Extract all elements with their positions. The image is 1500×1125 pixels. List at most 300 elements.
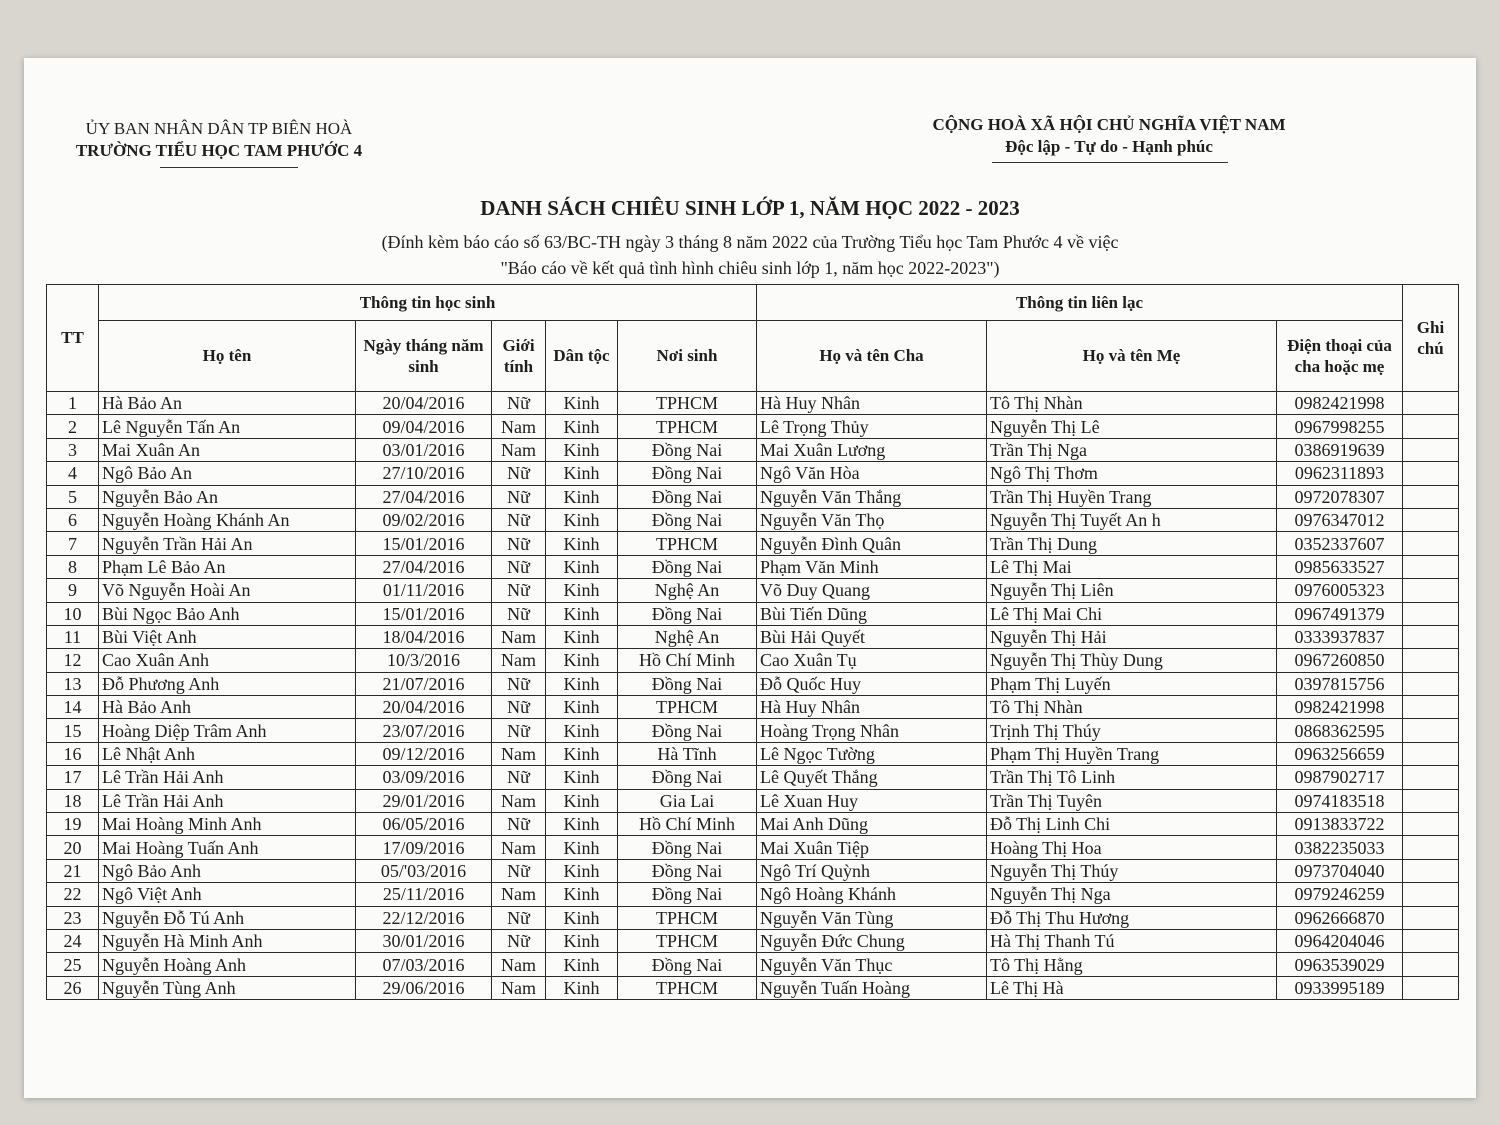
birthplace-cell: Đồng Nai — [618, 672, 757, 695]
birthplace-cell: TPHCM — [618, 532, 757, 555]
table-row — [47, 672, 1459, 695]
father-name-cell: Bùi Hải Quyết — [757, 625, 987, 648]
enrollment-table — [46, 284, 1459, 1000]
birthplace-cell: TPHCM — [618, 976, 757, 999]
birth-date-cell: 22/12/2016 — [356, 906, 492, 929]
birthplace-cell: TPHCM — [618, 906, 757, 929]
gender-cell: Nữ — [492, 906, 546, 929]
table-row — [47, 836, 1459, 859]
table-row — [47, 883, 1459, 906]
gender-cell: Nữ — [492, 766, 546, 789]
birthplace-cell: Hà Tĩnh — [618, 742, 757, 765]
birth-date-cell: 03/01/2016 — [356, 438, 492, 461]
table-body — [47, 392, 1459, 1000]
note-cell — [1403, 555, 1459, 578]
birthplace-cell: Hồ Chí Minh — [618, 813, 757, 836]
issuer-underline — [160, 167, 298, 168]
note-cell — [1403, 696, 1459, 719]
row-number-cell: 10 — [47, 602, 99, 625]
phone-number-cell: 0868362595 — [1277, 719, 1403, 742]
father-name-cell: Ngô Văn Hòa — [757, 462, 987, 485]
birth-date-cell: 17/09/2016 — [356, 836, 492, 859]
birthplace-cell: Đồng Nai — [618, 602, 757, 625]
birth-date-cell: 15/01/2016 — [356, 532, 492, 555]
ethnicity-cell: Kinh — [546, 532, 618, 555]
birthplace-cell: Đồng Nai — [618, 859, 757, 882]
birth-date-cell: 01/11/2016 — [356, 579, 492, 602]
note-cell — [1403, 906, 1459, 929]
student-name-cell: Lê Nhật Anh — [99, 742, 356, 765]
table-row — [47, 462, 1459, 485]
phone-number-cell: 0982421998 — [1277, 696, 1403, 719]
gender-cell: Nữ — [492, 555, 546, 578]
row-number-cell: 17 — [47, 766, 99, 789]
father-name-cell: Nguyễn Văn Tùng — [757, 906, 987, 929]
birthplace-cell: Đồng Nai — [618, 836, 757, 859]
row-number-cell: 12 — [47, 649, 99, 672]
row-number-cell: 21 — [47, 859, 99, 882]
ethnicity-cell: Kinh — [546, 953, 618, 976]
ethnicity-cell: Kinh — [546, 906, 618, 929]
student-name-cell: Ngô Bảo An — [99, 462, 356, 485]
mother-name-cell: Nguyễn Thị Liên — [987, 579, 1277, 602]
student-name-cell: Mai Hoàng Minh Anh — [99, 813, 356, 836]
student-name-cell: Cao Xuân Anh — [99, 649, 356, 672]
birthplace-cell: TPHCM — [618, 415, 757, 438]
row-number-cell: 3 — [47, 438, 99, 461]
document-subtitle-line2: "Báo cáo về kết quả tình hình chiêu sinh lớp 1, năm học 2022-2023") — [500, 258, 1000, 278]
student-name-cell: Ngô Bảo Anh — [99, 859, 356, 882]
father-name-cell: Nguyễn Văn Thắng — [757, 485, 987, 508]
table-row — [47, 508, 1459, 531]
birthplace-cell: Nghệ An — [618, 625, 757, 648]
ethnicity-cell: Kinh — [546, 462, 618, 485]
table-row — [47, 929, 1459, 952]
birth-date-cell: 30/01/2016 — [356, 929, 492, 952]
phone-number-cell: 0933995189 — [1277, 976, 1403, 999]
father-name-cell: Hoàng Trọng Nhân — [757, 719, 987, 742]
mother-name-cell: Nguyễn Thị Tuyết An h — [987, 508, 1277, 531]
table-row — [47, 602, 1459, 625]
note-cell — [1403, 789, 1459, 812]
ethnicity-cell: Kinh — [546, 392, 618, 415]
issuer-authority: ỦY BAN NHÂN DÂN TP BIÊN HOÀ — [85, 119, 353, 138]
birthplace-cell: Đồng Nai — [618, 719, 757, 742]
phone-number-cell: 0967491379 — [1277, 602, 1403, 625]
col-father-header: Họ và tên Cha — [757, 321, 987, 392]
row-number-cell: 25 — [47, 953, 99, 976]
table-row — [47, 625, 1459, 648]
document-page — [24, 58, 1476, 1098]
student-name-cell: Hà Bảo Anh — [99, 696, 356, 719]
student-name-cell: Đỗ Phương Anh — [99, 672, 356, 695]
col-ethnicity-header: Dân tộc — [546, 321, 618, 392]
table-row — [47, 696, 1459, 719]
birth-date-cell: 27/10/2016 — [356, 462, 492, 485]
birth-date-cell: 15/01/2016 — [356, 602, 492, 625]
document-title: DANH SÁCH CHIÊU SINH LỚP 1, NĂM HỌC 2022 - 2023 — [480, 196, 1020, 220]
phone-number-cell: 0967260850 — [1277, 649, 1403, 672]
phone-number-cell: 0962666870 — [1277, 906, 1403, 929]
gender-cell: Nam — [492, 836, 546, 859]
note-cell — [1403, 392, 1459, 415]
col-phone-header: Điện thoại của cha hoặc mẹ — [1277, 321, 1403, 392]
ethnicity-cell: Kinh — [546, 859, 618, 882]
issuer-header — [54, 118, 384, 162]
student-name-cell: Nguyễn Hoàng Khánh An — [99, 508, 356, 531]
ethnicity-cell: Kinh — [546, 696, 618, 719]
gender-cell: Nam — [492, 649, 546, 672]
father-name-cell: Mai Xuân Lương — [757, 438, 987, 461]
birthplace-cell: TPHCM — [618, 392, 757, 415]
note-cell — [1403, 929, 1459, 952]
phone-number-cell: 0979246259 — [1277, 883, 1403, 906]
student-name-cell: Bùi Việt Anh — [99, 625, 356, 648]
birthplace-cell: Đồng Nai — [618, 462, 757, 485]
phone-number-cell: 0963256659 — [1277, 742, 1403, 765]
note-cell — [1403, 625, 1459, 648]
student-name-cell: Lê Nguyễn Tấn An — [99, 415, 356, 438]
phone-number-cell: 0974183518 — [1277, 789, 1403, 812]
phone-number-cell: 0987902717 — [1277, 766, 1403, 789]
table-row — [47, 976, 1459, 999]
row-number-cell: 9 — [47, 579, 99, 602]
gender-cell: Nữ — [492, 929, 546, 952]
phone-number-cell: 0976347012 — [1277, 508, 1403, 531]
father-name-cell: Ngô Hoàng Khánh — [757, 883, 987, 906]
col-birthplace-header: Nơi sinh — [618, 321, 757, 392]
mother-name-cell: Tô Thị Nhàn — [987, 696, 1277, 719]
birth-date-cell: 05/'03/2016 — [356, 859, 492, 882]
issuer-school: TRƯỜNG TIỂU HỌC TAM PHƯỚC 4 — [75, 141, 363, 161]
row-number-cell: 16 — [47, 742, 99, 765]
national-header — [904, 114, 1314, 158]
note-cell — [1403, 462, 1459, 485]
father-name-cell: Cao Xuân Tụ — [757, 649, 987, 672]
ethnicity-cell: Kinh — [546, 672, 618, 695]
ethnicity-cell: Kinh — [546, 438, 618, 461]
mother-name-cell: Trần Thị Dung — [987, 532, 1277, 555]
father-name-cell: Lê Ngọc Tường — [757, 742, 987, 765]
phone-number-cell: 0962311893 — [1277, 462, 1403, 485]
ethnicity-cell: Kinh — [546, 766, 618, 789]
mother-name-cell: Lê Thị Hà — [987, 976, 1277, 999]
father-name-cell: Phạm Văn Minh — [757, 555, 987, 578]
national-name: CỘNG HOÀ XÃ HỘI CHỦ NGHĨA VIỆT NAM — [932, 115, 1286, 134]
father-name-cell: Lê Xuan Huy — [757, 789, 987, 812]
note-cell — [1403, 415, 1459, 438]
birth-date-cell: 21/07/2016 — [356, 672, 492, 695]
birth-date-cell: 09/04/2016 — [356, 415, 492, 438]
father-name-cell: Nguyễn Đình Quân — [757, 532, 987, 555]
student-name-cell: Lê Trần Hải Anh — [99, 766, 356, 789]
gender-cell: Nữ — [492, 462, 546, 485]
student-name-cell: Ngô Việt Anh — [99, 883, 356, 906]
contact-info-header: Thông tin liên lạc — [757, 285, 1403, 321]
ethnicity-cell: Kinh — [546, 813, 618, 836]
phone-number-cell: 0397815756 — [1277, 672, 1403, 695]
row-number-cell: 13 — [47, 672, 99, 695]
father-name-cell: Nguyễn Đức Chung — [757, 929, 987, 952]
table-row — [47, 789, 1459, 812]
phone-number-cell: 0382235033 — [1277, 836, 1403, 859]
table-row — [47, 392, 1459, 415]
father-name-cell: Võ Duy Quang — [757, 579, 987, 602]
gender-cell: Nữ — [492, 813, 546, 836]
note-cell — [1403, 953, 1459, 976]
student-name-cell: Lê Trần Hải Anh — [99, 789, 356, 812]
row-number-cell: 4 — [47, 462, 99, 485]
birthplace-cell: TPHCM — [618, 696, 757, 719]
birth-date-cell: 09/02/2016 — [356, 508, 492, 531]
ethnicity-cell: Kinh — [546, 579, 618, 602]
mother-name-cell: Lê Thị Mai Chi — [987, 602, 1277, 625]
birthplace-cell: Đồng Nai — [618, 555, 757, 578]
ethnicity-cell: Kinh — [546, 415, 618, 438]
father-name-cell: Hà Huy Nhân — [757, 392, 987, 415]
table-row — [47, 953, 1459, 976]
student-name-cell: Bùi Ngọc Bảo Anh — [99, 602, 356, 625]
gender-cell: Nam — [492, 415, 546, 438]
gender-cell: Nữ — [492, 719, 546, 742]
table-row — [47, 649, 1459, 672]
student-name-cell: Nguyễn Tùng Anh — [99, 976, 356, 999]
birth-date-cell: 27/04/2016 — [356, 485, 492, 508]
student-name-cell: Nguyễn Hà Minh Anh — [99, 929, 356, 952]
col-name-header: Họ tên — [99, 321, 356, 392]
birth-date-cell: 20/04/2016 — [356, 696, 492, 719]
mother-name-cell: Trần Thị Tô Linh — [987, 766, 1277, 789]
note-cell — [1403, 883, 1459, 906]
mother-name-cell: Trần Thị Huyền Trang — [987, 485, 1277, 508]
ethnicity-cell: Kinh — [546, 508, 618, 531]
gender-cell: Nam — [492, 625, 546, 648]
gender-cell: Nữ — [492, 508, 546, 531]
row-number-cell: 6 — [47, 508, 99, 531]
note-cell — [1403, 579, 1459, 602]
father-name-cell: Nguyễn Tuấn Hoàng — [757, 976, 987, 999]
mother-name-cell: Đỗ Thị Linh Chi — [987, 813, 1277, 836]
note-cell — [1403, 672, 1459, 695]
birthplace-cell: Đồng Nai — [618, 953, 757, 976]
note-cell — [1403, 485, 1459, 508]
student-name-cell: Võ Nguyễn Hoài An — [99, 579, 356, 602]
phone-number-cell: 0982421998 — [1277, 392, 1403, 415]
mother-name-cell: Nguyễn Thị Thùy Dung — [987, 649, 1277, 672]
note-cell — [1403, 508, 1459, 531]
birthplace-cell: Nghệ An — [618, 579, 757, 602]
student-name-cell: Nguyễn Trần Hải An — [99, 532, 356, 555]
mother-name-cell: Hoàng Thị Hoa — [987, 836, 1277, 859]
ethnicity-cell: Kinh — [546, 625, 618, 648]
father-name-cell: Lê Quyết Thắng — [757, 766, 987, 789]
table-row — [47, 719, 1459, 742]
birth-date-cell: 09/12/2016 — [356, 742, 492, 765]
phone-number-cell: 0976005323 — [1277, 579, 1403, 602]
gender-cell: Nam — [492, 438, 546, 461]
table-row — [47, 766, 1459, 789]
gender-cell: Nữ — [492, 696, 546, 719]
student-info-header: Thông tin học sinh — [99, 285, 757, 321]
row-number-cell: 1 — [47, 392, 99, 415]
table-row — [47, 579, 1459, 602]
birthplace-cell: Gia Lai — [618, 789, 757, 812]
birth-date-cell: 23/07/2016 — [356, 719, 492, 742]
phone-number-cell: 0963539029 — [1277, 953, 1403, 976]
father-name-cell: Mai Anh Dũng — [757, 813, 987, 836]
ethnicity-cell: Kinh — [546, 485, 618, 508]
gender-cell: Nam — [492, 742, 546, 765]
birthplace-cell: Hồ Chí Minh — [618, 649, 757, 672]
ethnicity-cell: Kinh — [546, 836, 618, 859]
phone-number-cell: 0386919639 — [1277, 438, 1403, 461]
row-number-cell: 26 — [47, 976, 99, 999]
row-number-cell: 23 — [47, 906, 99, 929]
mother-name-cell: Ngô Thị Thơm — [987, 462, 1277, 485]
document-subtitle-line1: (Đính kèm báo cáo số 63/BC-TH ngày 3 tháng 8 năm 2022 của Trường Tiểu học Tam Phước 4 về việc — [381, 232, 1119, 252]
mother-name-cell: Phạm Thị Luyến — [987, 672, 1277, 695]
student-name-cell: Hoàng Diệp Trâm Anh — [99, 719, 356, 742]
note-cell — [1403, 976, 1459, 999]
table-row — [47, 859, 1459, 882]
mother-name-cell: Nguyễn Thị Thúy — [987, 859, 1277, 882]
gender-cell: Nữ — [492, 672, 546, 695]
birth-date-cell: 20/04/2016 — [356, 392, 492, 415]
mother-name-cell: Nguyễn Thị Hải — [987, 625, 1277, 648]
father-name-cell: Ngô Trí Quỳnh — [757, 859, 987, 882]
note-cell — [1403, 719, 1459, 742]
gender-cell: Nam — [492, 976, 546, 999]
mother-name-cell: Nguyễn Thị Nga — [987, 883, 1277, 906]
mother-name-cell: Trần Thị Nga — [987, 438, 1277, 461]
student-name-cell: Nguyễn Bảo An — [99, 485, 356, 508]
table-row — [47, 415, 1459, 438]
note-cell — [1403, 813, 1459, 836]
birth-date-cell: 29/06/2016 — [356, 976, 492, 999]
mother-name-cell: Hà Thị Thanh Tú — [987, 929, 1277, 952]
gender-cell: Nữ — [492, 392, 546, 415]
mother-name-cell: Nguyễn Thị Lê — [987, 415, 1277, 438]
birth-date-cell: 25/11/2016 — [356, 883, 492, 906]
mother-name-cell: Tô Thị Hằng — [987, 953, 1277, 976]
father-name-cell: Mai Xuân Tiệp — [757, 836, 987, 859]
mother-name-cell: Trịnh Thị Thúy — [987, 719, 1277, 742]
birth-date-cell: 10/3/2016 — [356, 649, 492, 672]
birth-date-cell: 18/04/2016 — [356, 625, 492, 648]
ethnicity-cell: Kinh — [546, 719, 618, 742]
ethnicity-cell: Kinh — [546, 883, 618, 906]
birth-date-cell: 06/05/2016 — [356, 813, 492, 836]
student-name-cell: Mai Xuân An — [99, 438, 356, 461]
birth-date-cell: 27/04/2016 — [356, 555, 492, 578]
note-cell — [1403, 742, 1459, 765]
note-cell — [1403, 836, 1459, 859]
table-row — [47, 555, 1459, 578]
ethnicity-cell: Kinh — [546, 789, 618, 812]
row-number-cell: 22 — [47, 883, 99, 906]
student-name-cell: Nguyễn Hoàng Anh — [99, 953, 356, 976]
ethnicity-cell: Kinh — [546, 742, 618, 765]
mother-name-cell: Tô Thị Nhàn — [987, 392, 1277, 415]
gender-cell: Nữ — [492, 859, 546, 882]
row-number-cell: 24 — [47, 929, 99, 952]
table-row — [47, 438, 1459, 461]
phone-number-cell: 0973704040 — [1277, 859, 1403, 882]
table-row — [47, 485, 1459, 508]
note-cell — [1403, 766, 1459, 789]
note-cell — [1403, 602, 1459, 625]
student-name-cell: Mai Hoàng Tuấn Anh — [99, 836, 356, 859]
col-gender-header: Giới tính — [492, 321, 546, 392]
birthplace-cell: TPHCM — [618, 929, 757, 952]
phone-number-cell: 0972078307 — [1277, 485, 1403, 508]
mother-name-cell: Lê Thị Mai — [987, 555, 1277, 578]
row-number-cell: 19 — [47, 813, 99, 836]
birthplace-cell: Đồng Nai — [618, 883, 757, 906]
gender-cell: Nam — [492, 953, 546, 976]
mother-name-cell: Trần Thị Tuyên — [987, 789, 1277, 812]
ethnicity-cell: Kinh — [546, 929, 618, 952]
ethnicity-cell: Kinh — [546, 602, 618, 625]
phone-number-cell: 0913833722 — [1277, 813, 1403, 836]
col-dob-header: Ngày tháng năm sinh — [356, 321, 492, 392]
phone-number-cell: 0333937837 — [1277, 625, 1403, 648]
phone-number-cell: 0985633527 — [1277, 555, 1403, 578]
row-number-cell: 18 — [47, 789, 99, 812]
table-row — [47, 813, 1459, 836]
phone-number-cell: 0964204046 — [1277, 929, 1403, 952]
student-name-cell: Phạm Lê Bảo An — [99, 555, 356, 578]
birthplace-cell: Đồng Nai — [618, 508, 757, 531]
father-name-cell: Bùi Tiến Dũng — [757, 602, 987, 625]
note-cell — [1403, 532, 1459, 555]
gender-cell: Nam — [492, 789, 546, 812]
note-cell — [1403, 859, 1459, 882]
row-number-cell: 5 — [47, 485, 99, 508]
birth-date-cell: 03/09/2016 — [356, 766, 492, 789]
national-motto: Độc lập - Tự do - Hạnh phúc — [1005, 137, 1213, 157]
father-name-cell: Lê Trọng Thủy — [757, 415, 987, 438]
row-number-cell: 2 — [47, 415, 99, 438]
gender-cell: Nữ — [492, 532, 546, 555]
father-name-cell: Hà Huy Nhân — [757, 696, 987, 719]
birthplace-cell: Đồng Nai — [618, 766, 757, 789]
student-name-cell: Nguyễn Đỗ Tú Anh — [99, 906, 356, 929]
gender-cell: Nữ — [492, 485, 546, 508]
phone-number-cell: 0352337607 — [1277, 532, 1403, 555]
motto-underline — [992, 162, 1228, 163]
col-tt-header: TT — [47, 285, 99, 392]
col-note-header: Ghi chú — [1403, 285, 1459, 392]
ethnicity-cell: Kinh — [546, 976, 618, 999]
birth-date-cell: 29/01/2016 — [356, 789, 492, 812]
father-name-cell: Nguyễn Văn Thục — [757, 953, 987, 976]
gender-cell: Nữ — [492, 579, 546, 602]
ethnicity-cell: Kinh — [546, 649, 618, 672]
row-number-cell: 7 — [47, 532, 99, 555]
birthplace-cell: Đồng Nai — [618, 438, 757, 461]
birthplace-cell: Đồng Nai — [618, 485, 757, 508]
mother-name-cell: Đỗ Thị Thu Hương — [987, 906, 1277, 929]
row-number-cell: 20 — [47, 836, 99, 859]
ethnicity-cell: Kinh — [546, 555, 618, 578]
birth-date-cell: 07/03/2016 — [356, 953, 492, 976]
col-mother-header: Họ và tên Mẹ — [987, 321, 1277, 392]
row-number-cell: 15 — [47, 719, 99, 742]
note-cell — [1403, 438, 1459, 461]
gender-cell: Nữ — [492, 602, 546, 625]
gender-cell: Nam — [492, 883, 546, 906]
